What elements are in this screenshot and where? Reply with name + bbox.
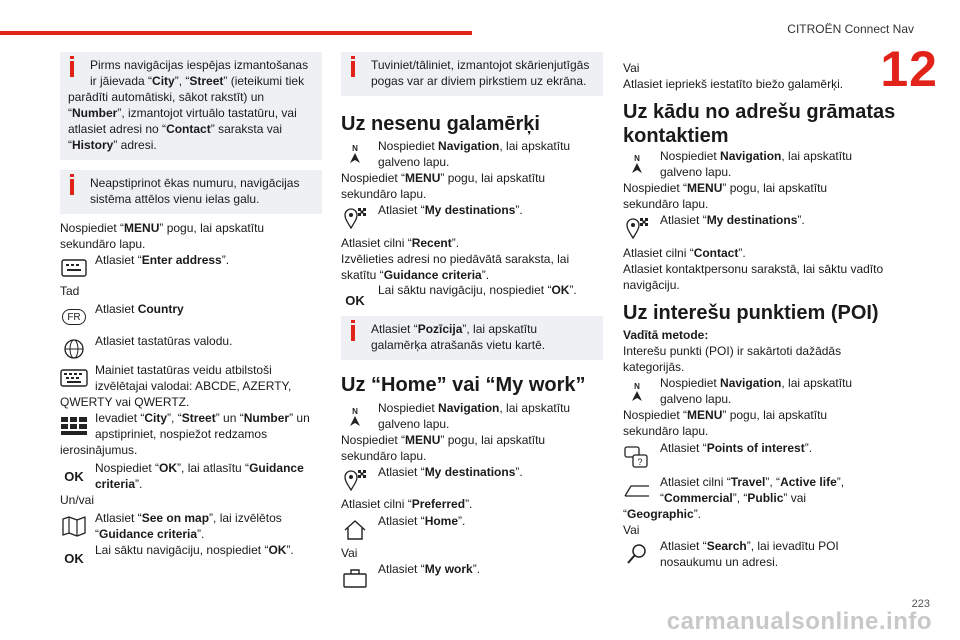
text: galamērķa atrašanās vietu kartē. (371, 338, 546, 352)
text: ” vai (783, 491, 807, 505)
text: sekundāro lapu. (341, 187, 427, 201)
text: My destinations (424, 465, 516, 479)
text: , lai apskatītu (781, 149, 853, 163)
text: , lai apskatītu (499, 401, 571, 415)
ok-button-icon: OK (64, 550, 84, 566)
step (95, 252, 229, 268)
step (378, 464, 523, 480)
text: ”, (836, 475, 845, 489)
info-note (60, 170, 322, 214)
text: Preferred (411, 497, 466, 511)
text: MENU (687, 181, 723, 195)
text: ” saraksta vai (210, 122, 283, 136)
text: ”. (472, 562, 481, 576)
svg-text:N: N (352, 144, 358, 153)
chapter-number: 12 (880, 41, 938, 97)
text: Navigation (720, 376, 782, 390)
text: ir jāievada “ (90, 74, 153, 88)
watermark: carmanualsonline.info (666, 608, 932, 635)
tab-folder-icon (623, 478, 651, 502)
step (660, 474, 890, 506)
text: sekundāro lapu. (60, 237, 146, 251)
info-note (341, 316, 603, 360)
text: Izvēlieties adresi no piedāvātā saraksta, lai (341, 252, 570, 266)
destination-pin-icon (341, 468, 369, 492)
svg-text:N: N (634, 154, 640, 163)
navigation-icon (341, 142, 369, 166)
text: History (72, 138, 114, 152)
text: Search (706, 539, 747, 553)
svg-text:N: N (634, 382, 640, 391)
text: ”. (797, 213, 805, 227)
text: galveno lapu. (378, 155, 450, 169)
section-heading (623, 100, 903, 148)
heading-line: Uz kādu no adrešu grāmatas (623, 101, 896, 123)
step (95, 410, 325, 442)
text: “ (660, 491, 664, 505)
text: parādīti automātiski, sākot rakstīt) un (68, 90, 265, 104)
text: sistēma attēlos vienu ielas galu. (90, 192, 260, 206)
paragraph (341, 170, 603, 202)
text: ”, “ (167, 411, 182, 425)
step (378, 138, 604, 170)
text: ”. (481, 268, 490, 282)
info-icon (70, 179, 74, 195)
text: ”. (693, 507, 702, 521)
text: Vai (623, 61, 640, 75)
step (660, 538, 890, 570)
text: Geographic (627, 507, 694, 521)
text: Navigation (438, 401, 500, 415)
text: ”. (569, 283, 577, 297)
text: City (144, 411, 168, 425)
text: Nospiediet “ (623, 408, 688, 422)
step (95, 460, 325, 492)
text: sekundāro lapu. (341, 449, 427, 463)
step (378, 400, 604, 432)
text: Enter address (141, 253, 222, 267)
text: ”. (515, 465, 523, 479)
text: criteria (95, 477, 136, 491)
text: Number (72, 106, 118, 120)
step (660, 375, 886, 407)
paragraph (623, 180, 885, 212)
text: galveno lapu. (660, 392, 732, 406)
text: Nospiediet (378, 401, 439, 415)
text: ”. (197, 527, 205, 541)
text: Atlasiet cilni “ (341, 497, 412, 511)
text: Street (181, 411, 216, 425)
country-flag-icon (60, 305, 88, 329)
text: ”. (135, 477, 143, 491)
text: “ (68, 138, 72, 152)
text: My destinations (706, 213, 798, 227)
info-icon (70, 61, 74, 77)
text: Navigation (438, 139, 500, 153)
page-number: 223 (911, 598, 930, 610)
step (95, 510, 325, 542)
text: ”, lai apskatītu (462, 322, 538, 336)
briefcase-icon (341, 566, 369, 590)
text: ”, lai izvēlētos (209, 511, 282, 525)
text: Atlasiet “ (378, 562, 425, 576)
text: ”. (286, 543, 294, 557)
text: Country (137, 302, 184, 316)
destination-pin-icon (341, 206, 369, 230)
text: ”. (804, 441, 813, 455)
text: MENU (405, 171, 441, 185)
text: Number (243, 411, 290, 425)
step (95, 542, 294, 558)
text: Atlasiet cilni “ (623, 246, 694, 260)
step (378, 282, 577, 298)
step (378, 513, 465, 529)
text: Atlasiet “ (660, 213, 707, 227)
paragraph (623, 407, 885, 439)
text: Guidance (249, 461, 304, 475)
text: Vadītā metode: (623, 328, 709, 342)
search-icon (623, 542, 651, 566)
text: Guidance criteria (99, 527, 198, 541)
text: Atlasiet “ (378, 465, 425, 479)
text: Nospiediet (660, 149, 721, 163)
ok-button-icon: OK (64, 468, 84, 484)
text: izvēlētajai valodai: ABCDE, AZERTY, (95, 379, 292, 393)
text: skatītu “ (341, 268, 384, 282)
text: ” un (289, 411, 310, 425)
text (623, 506, 701, 522)
text: ierosinājumus. (60, 443, 138, 457)
text: Nospiediet (660, 376, 721, 390)
step (660, 440, 812, 456)
text: Atlasiet “ (371, 322, 418, 336)
text: ”. (515, 203, 523, 217)
navigation-icon (623, 152, 651, 176)
text: ” pogu, lai apskatītu (722, 408, 828, 422)
text: Atlasiet (95, 302, 138, 316)
text: Nospiediet “ (95, 461, 160, 475)
paragraph (341, 496, 472, 512)
step (660, 148, 886, 180)
text: Nospiediet “ (341, 433, 406, 447)
text: ” (ieteikumi tiek (223, 74, 305, 88)
text: Atlasiet “ (378, 203, 425, 217)
step (95, 301, 184, 317)
section-heading: Uz interešu punktiem (POI) (623, 302, 879, 324)
text: Lai sāktu navigāciju, nospiediet “ (378, 283, 552, 297)
text: Public (747, 491, 784, 505)
info-note (60, 52, 322, 160)
text: MENU (405, 433, 441, 447)
text: Active life (780, 475, 837, 489)
info-note (341, 52, 603, 96)
text: ” un “ (215, 411, 244, 425)
step (660, 212, 805, 228)
poi-icon (623, 443, 651, 471)
text: Nospiediet “ (623, 181, 688, 195)
step (378, 202, 523, 218)
paragraph (341, 432, 603, 464)
text: Pozīcija (417, 322, 463, 336)
text: apstipriniet, nospiežot redzamos (95, 427, 268, 441)
navigation-icon (341, 405, 369, 429)
ok-button-icon: OK (345, 292, 365, 308)
text: ” pogu, lai apskatītu (440, 433, 546, 447)
text: galveno lapu. (378, 417, 450, 431)
text: pogas var ar diviem pirkstiem uz ekrāna. (371, 74, 587, 88)
text: Travel (730, 475, 766, 489)
paragraph (623, 327, 885, 375)
text: nosaukumu un adresi. (660, 555, 779, 569)
text: Nospiediet (378, 139, 439, 153)
heading-line: kontaktiem (623, 125, 729, 147)
step: Atlasiet tastatūras valodu. (95, 334, 233, 348)
text: atlasiet adresi no “ (68, 122, 167, 136)
paragraph (341, 235, 603, 283)
text: Nospiediet “ (60, 221, 125, 235)
text: Atlasiet “ (660, 539, 707, 553)
navigation-icon (623, 380, 651, 404)
keyboard-icon (60, 366, 88, 390)
text: Lai sāktu navigāciju, nospiediet “ (95, 543, 269, 557)
text: QWERTY vai QWERTZ. (60, 395, 190, 409)
keyboard-address-icon (60, 256, 88, 280)
text: Atlasiet iepriekš iestatīto biežo galamērķi. (623, 77, 844, 91)
text: MENU (124, 221, 160, 235)
fr-label: FR (62, 309, 86, 325)
text: Atlasiet “ (378, 514, 425, 528)
svg-text:?: ? (637, 457, 643, 467)
text: ” pogu, lai apskatītu (159, 221, 265, 235)
text: ”, lai atlasītu “ (177, 461, 250, 475)
svg-text:N: N (352, 407, 358, 416)
text: See on map (141, 511, 210, 525)
text: Interešu punkti (POI) ir sakārtoti dažādās (623, 344, 842, 358)
text: ”, “ (765, 475, 781, 489)
text: ”, izmantojot virtuālo tastatūru, vai (117, 106, 297, 120)
text: Atlasiet “ (660, 441, 707, 455)
text: ” pogu, lai apskatītu (440, 171, 546, 185)
text: Tuviniet/tāliniet, izmantojot skārienjutīgās (371, 58, 590, 72)
text: My work (424, 562, 473, 576)
map-icon (60, 514, 88, 538)
header-title: CITROËN Connect Nav (787, 22, 914, 36)
text: Neapstiprinot ēkas numuru, navigācijas (90, 176, 300, 190)
text: ” adresi. (113, 138, 157, 152)
text: , lai apskatītu (499, 139, 571, 153)
text: Contact (693, 246, 739, 260)
step (378, 561, 480, 577)
text: Points of interest (706, 441, 805, 455)
text: Tad (60, 284, 80, 298)
text: “ (68, 106, 72, 120)
text: Un/vai (60, 493, 95, 507)
text: Mainiet tastatūras veidu atbilstoši (95, 363, 272, 377)
text: My destinations (424, 203, 516, 217)
paragraph (623, 60, 885, 92)
section-heading: Uz nesenu galamērķi (341, 113, 540, 135)
text: OK (268, 543, 287, 557)
destination-pin-icon (623, 216, 651, 240)
info-icon (351, 61, 355, 77)
text: sekundāro lapu. (623, 424, 709, 438)
text: ”, lai ievadītu POI (746, 539, 839, 553)
keypad-grid-icon (60, 414, 88, 438)
text: Atlasiet “ (95, 253, 142, 267)
info-icon (351, 325, 355, 341)
text: ”, “ (732, 491, 748, 505)
section-heading: Uz “Home” vai “My work” (341, 374, 586, 396)
text: kategorijās. (623, 360, 685, 374)
text: MENU (687, 408, 723, 422)
text: Navigation (720, 149, 782, 163)
text: Nospiediet “ (341, 171, 406, 185)
text: Atlasiet kontaktpersonu sarakstā, lai sāktu vadīto (623, 262, 884, 276)
text: “ (95, 527, 99, 541)
text: ”. (465, 497, 473, 511)
text: Atlasiet cilni “ (341, 236, 412, 250)
text: Pirms navigācijas iespējas izmantošanas (90, 58, 309, 72)
text: City (152, 74, 175, 88)
step (95, 362, 325, 394)
text: Recent (411, 236, 452, 250)
text: OK (551, 283, 570, 297)
text: Guidance criteria (383, 268, 482, 282)
home-icon (341, 518, 369, 542)
text: OK (159, 461, 178, 475)
text: navigāciju. (623, 278, 680, 292)
paragraph (623, 245, 893, 293)
text: Vai (341, 546, 358, 560)
text: , lai apskatītu (781, 376, 853, 390)
text: Ievadiet “ (95, 411, 145, 425)
top-red-bar (0, 31, 472, 35)
text: Atlasiet “ (95, 511, 142, 525)
language-globe-icon (60, 337, 88, 361)
text: Atlasiet cilni “ (660, 475, 731, 489)
text: ”. (221, 253, 230, 267)
paragraph (60, 220, 322, 252)
text: ”. (451, 236, 460, 250)
text: Vai (623, 523, 640, 537)
text: Home (424, 514, 459, 528)
text: Contact (166, 122, 211, 136)
text: ”. (738, 246, 746, 260)
text: Commercial (664, 491, 733, 505)
text: ”. (458, 514, 466, 528)
text: Street (189, 74, 224, 88)
text: ” pogu, lai apskatītu (722, 181, 828, 195)
text: ”, “ (174, 74, 190, 88)
text: galveno lapu. (660, 165, 732, 179)
text: “ (623, 507, 627, 521)
text: sekundāro lapu. (623, 197, 709, 211)
